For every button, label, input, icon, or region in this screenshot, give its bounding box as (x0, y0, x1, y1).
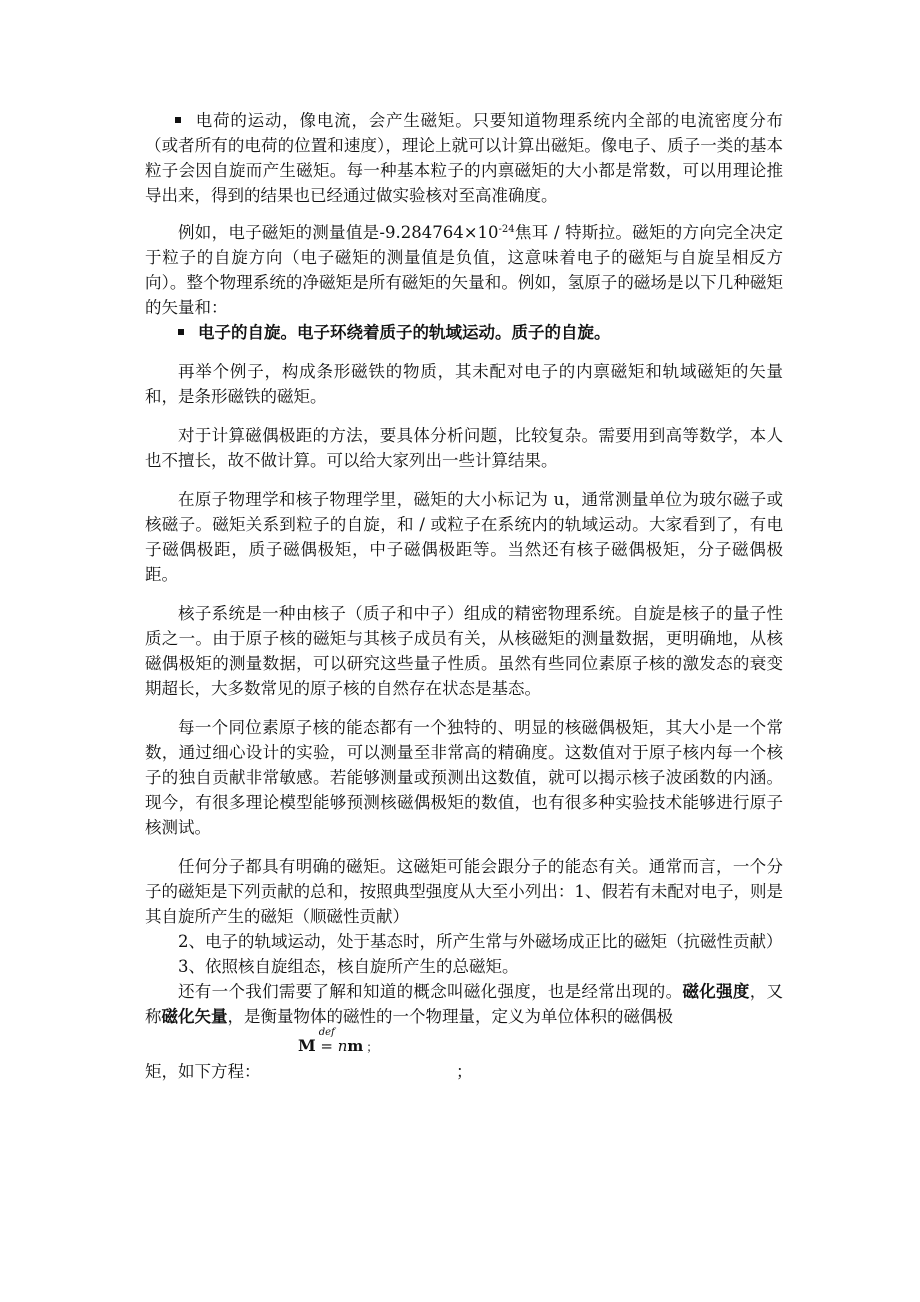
magnetization-formula (298, 1027, 379, 1060)
paragraph-text: 再举个例子，构成条形磁铁的物质，其未配对电子的内禀磁矩和轨域磁矩的矢量和，是条形磁铁的磁矩。 (145, 362, 783, 406)
exponent: -24 (498, 224, 515, 235)
paragraph-text: 焦耳 / 特斯拉。磁矩的方向完全决定于粒子的自旋方向（电子磁矩的测量值是负值，这意味着电子的磁矩与自旋呈相反方向）。整个物理系统的净磁矩是所有磁矩的矢量和。例如，氢原子的磁场是以下几种磁矩的矢量和： (145, 223, 783, 317)
bold-term: 磁化强度 (682, 982, 750, 1001)
paragraph-text: 2、电子的轨域运动，处于基态时，所产生常与外磁场成正比的磁矩（抗磁性贡献） (178, 932, 783, 951)
paragraph-text: 电荷的运动，像电流，会产生磁矩。只要知道物理系统内全部的电流密度分布（或者所有的电荷的位置和速度），理论上就可以计算出磁矩。像电子、质子一类的基本粒子会因自旋而产生磁矩。每一种基本粒子的内禀磁矩的大小都是常数，可以用理论推导出来，得到的结果也已经通过做实验核对至高准确度。 (145, 111, 783, 205)
paragraph-text: 还有一个我们需要了解和知道的概念叫磁化强度，也是经常出现的。 (178, 982, 683, 1001)
bullet-icon (175, 117, 181, 123)
bullet-paragraph-current (145, 108, 783, 208)
paragraph-text: 在原子物理学和核子物理学里，磁矩的大小标记为 u，通常测量单位为玻尔磁子或核磁子。磁矩关系到粒子的自旋，和 / 或粒子在系统内的轨域运动。大家看到了，有电子磁偶极距，质子磁偶极矩，中子磁偶极距等。当然还有核子磁偶极矩，分子磁偶极距。 (145, 490, 783, 584)
formula-m: m (347, 1037, 364, 1055)
paragraph-text: 核子系统是一种由核子（质子和中子）组成的精密物理系统。自旋是核子的量子性质之一。由于原子核的磁矩与其核子成员有关，从核磁矩的测量数据，更明确地，从核磁偶极矩的测量数据，可以研究这些量子性质。虽然有些同位素原子核的激发态的衰变期超长，大多数常见的原子核的自然存在状态是基态。 (145, 604, 783, 698)
paragraph-molecule (145, 854, 783, 929)
bold-term: 磁化矢量 (161, 1007, 228, 1026)
formula-lhs: M (298, 1036, 316, 1055)
paragraph-text: ，是衡量物体的磁性的一个物理量，定义为单位体积的磁偶极 (227, 1007, 673, 1026)
formula-def-label: def (318, 1027, 335, 1038)
paragraph-text: 电子的自旋。电子环绕着质子的轨域运动。质子的自旋。 (198, 323, 611, 342)
paragraph-orbital (145, 929, 783, 954)
paragraph-isotope (145, 715, 783, 840)
bullet-icon (178, 329, 184, 335)
paragraph-text: 对于计算磁偶极距的方法，要具体分析问题，比较复杂。需要用到高等数学，本人也不擅长，故不做计算。可以给大家列出一些计算结果。 (145, 426, 783, 470)
paragraph-atomic-physics (145, 487, 783, 587)
paragraph-magnetization (145, 979, 783, 1029)
equation-row (145, 1029, 783, 1091)
paragraph-calculation (145, 423, 783, 473)
paragraph-nuclear-spin (145, 954, 783, 979)
paragraph-nuclear-system (145, 601, 783, 701)
formula-semicolon: ； (366, 1040, 379, 1054)
document-body (145, 108, 783, 1091)
equation-lead-text: 矩，如下方程： (145, 1062, 261, 1081)
paragraph-text: 3、依照核自旋组态，核自旋所产生的总磁矩。 (178, 957, 519, 976)
formula-def-equals (316, 1027, 338, 1059)
paragraph-text: 任何分子都具有明确的磁矩。这磁矩可能会跟分子的能态有关。通常而言，一个分子的磁矩是下列贡献的总和，按照典型强度从大至小列出：1、假若有未配对电子，则是其自旋所产生的磁矩（顺磁性贡献） (145, 857, 783, 926)
paragraph-text: 每一个同位素原子核的能态都有一个独特的、明显的核磁偶极矩，其大小是一个常数，通过细心设计的实验，可以测量至非常高的精确度。这数值对于原子核内每一个核子的独自贡献非常敏感。若能够测量或预测出这数值，就可以揭示核子波函数的内涵。现今，有很多理论模型能够预测核磁偶极矩的数值，也有很多种实验技术能够进行原子核测试。 (145, 718, 783, 837)
formula-n: n (337, 1037, 348, 1055)
formula-equals: = (320, 1037, 333, 1055)
paragraph-electron-moment (145, 220, 783, 320)
bullet-paragraph-hydrogen (145, 320, 783, 345)
paragraph-text: 例如，电子磁矩的测量值是-9.284764×10 (178, 223, 499, 242)
equation-tail-semicolon: ； (456, 1062, 473, 1081)
paragraph-bar-magnet (145, 359, 783, 409)
paragraph-text: ，又称 (145, 982, 784, 1026)
